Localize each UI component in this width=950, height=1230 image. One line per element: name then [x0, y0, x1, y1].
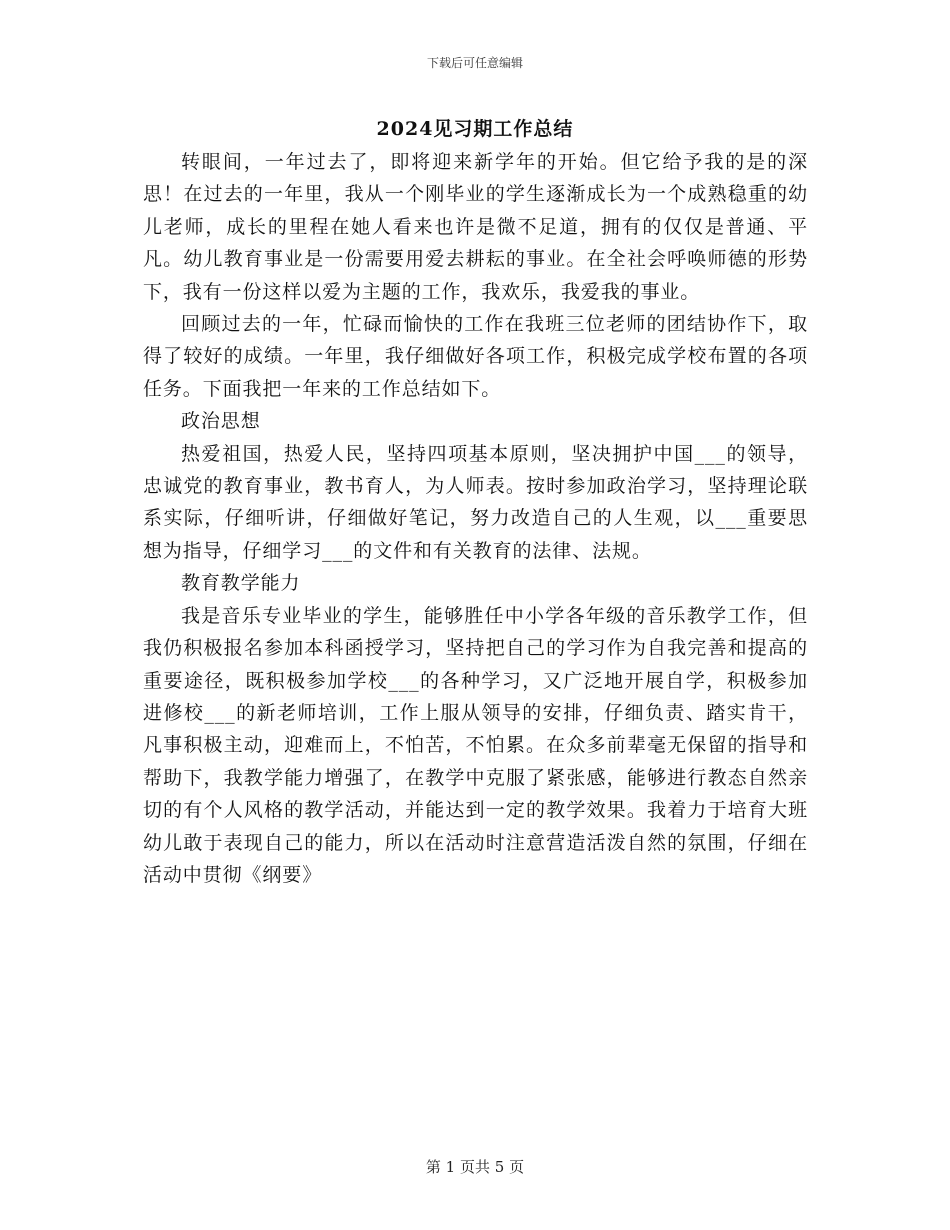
page-header-note: 下载后可任意编辑	[426, 56, 523, 70]
section-heading-teaching: 教育教学能力	[181, 572, 301, 595]
page-number: 第 1 页共 5 页	[425, 1158, 525, 1176]
paragraph-intro: 转眼间，一年过去了，即将迎来新学年的开始。但它给予我的是的深思！在过去的一年里，我从一个刚毕业的学生逐渐成长为一个成熟稳重的幼儿老师，成长的里程在她人看来也许是微不足道，拥有的仅仅是普通、平凡。幼儿教育事业是一份需要用爱去耕耘的事业。在全社会呼唤师德的形势下，我有一份这样以爱为主题的工作，我欢乐，我爱我的事业。	[143, 151, 808, 303]
paragraph-teaching: 我是音乐专业毕业的学生，能够胜任中小学各年级的音乐教学工作，但我仍积极报名参加本科函授学习，坚持把自己的学习作为自我完善和提高的重要途径，既积极参加学校___的各种学习，又广泛地开展自学，积极参加进修校___的新老师培训，工作上服从领导的安排，仔细负责、踏实肯干，凡事积极主动，迎难而上，不怕苦，不怕累。在众多前辈毫无保留的指导和帮助下，我教学能力增强了，在教学中克服了紧张感，能够进行教态自然亲切的有个人风格的教学活动，并能达到一定的教学效果。我着力于培育大班幼儿敢于表现自己的能力，所以在活动时注意营造活泼自然的氛围，仔细在活动中贯彻《纲要》	[143, 604, 808, 886]
paragraph-review: 回顾过去的一年，忙碌而愉快的工作在我班三位老师的团结协作下，取得了较好的成绩。一年里，我仔细做好各项工作，积极完成学校布置的各项任务。下面我把一年来的工作总结如下。	[143, 313, 808, 400]
section-heading-politics: 政治思想	[181, 410, 261, 433]
paragraph-politics: 热爱祖国，热爱人民，坚持四项基本原则，坚决拥护中国___的领导，忠诚党的教育事业，教书育人，为人师表。按时参加政治学习，坚持理论联系实际，仔细听讲，仔细做好笔记，努力改造自己的人生观，以___重要思想为指导，仔细学习___的文件和有关教育的法律、法规。	[143, 442, 808, 562]
document-body	[143, 146, 808, 891]
document-title: 2024见习期工作总结	[376, 118, 574, 140]
